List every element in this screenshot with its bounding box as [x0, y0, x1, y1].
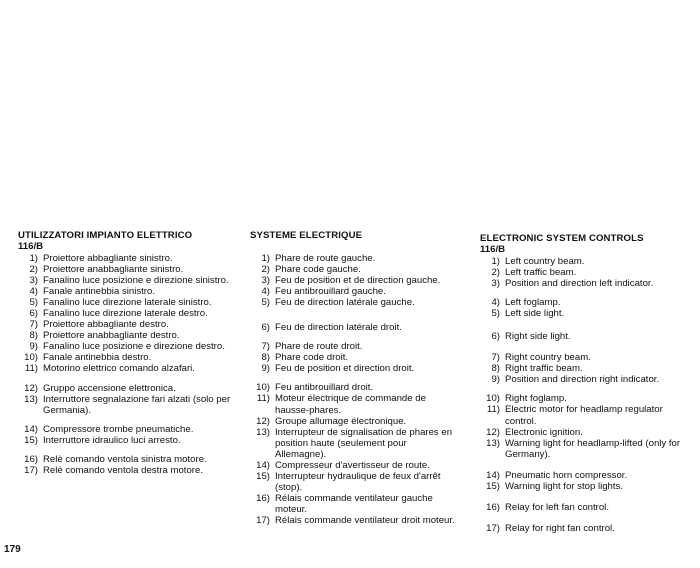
- item-text: Warning light for stop lights.: [505, 480, 624, 492]
- list-item: [18, 435, 240, 446]
- list-item: [250, 297, 460, 308]
- column-title: UTILIZZATORI IMPIANTO ELETTRICO: [18, 230, 193, 241]
- item-number: 15): [256, 470, 270, 482]
- list-item: [250, 363, 460, 374]
- list-item: [18, 383, 240, 394]
- list-item: [18, 264, 240, 275]
- item-number: 4): [261, 286, 270, 298]
- item-number: 8): [261, 352, 270, 364]
- item-text: Fanale antinebbia destro.: [43, 352, 152, 364]
- list-item: [480, 404, 690, 426]
- item-text: Compressore trombe pneumatiche.: [43, 423, 194, 435]
- item-text: Rélais commande ventilateur droit moteur.: [275, 514, 455, 526]
- column-title: ELECTRONIC SYSTEM CONTROLS: [480, 233, 644, 244]
- item-text: Relay for right fan control.: [505, 522, 615, 534]
- list-item: [18, 297, 240, 308]
- item-number: 5): [261, 297, 270, 309]
- column-subtitle: 116/B: [480, 244, 506, 255]
- item-text: Fanalino luce posizione e direzione sinistro.: [43, 275, 229, 287]
- list-item: [480, 427, 690, 438]
- list-item: [18, 394, 240, 416]
- item-number: 4): [29, 286, 38, 298]
- column-subtitle: 116/B: [18, 241, 44, 252]
- list-item: [480, 523, 690, 534]
- list-item: [250, 264, 460, 275]
- item-number: 9): [29, 341, 38, 353]
- item-number: 7): [29, 319, 38, 331]
- list-item: [250, 253, 460, 264]
- list-item: [250, 382, 460, 393]
- column-title: SYSTEME ELECTRIQUE: [250, 230, 363, 241]
- item-number: 15): [486, 480, 500, 492]
- item-text: Feu antibrouillard gauche.: [275, 286, 386, 298]
- page-number: 179: [4, 544, 21, 555]
- list-item: [18, 341, 240, 352]
- column-english: [480, 230, 690, 534]
- item-number: 12): [486, 426, 500, 438]
- list-item: [480, 278, 690, 289]
- item-number: 11): [486, 404, 500, 416]
- item-text: Fanale antinebbia sinistro.: [43, 286, 155, 298]
- list-item: [480, 470, 690, 481]
- column-french: [250, 230, 460, 526]
- item-number: 10): [24, 352, 38, 364]
- list-item: [250, 341, 460, 352]
- list-item: [250, 322, 460, 333]
- item-number: 10): [256, 382, 270, 394]
- list-item: [250, 460, 460, 471]
- item-text: Fanalino luce posizione e direzione destro.: [43, 341, 225, 353]
- item-number: 13): [486, 437, 500, 449]
- item-number: 8): [491, 363, 500, 375]
- item-number: 3): [261, 275, 270, 287]
- item-number: 16): [486, 501, 500, 513]
- list-item: [250, 352, 460, 363]
- item-text: Proiettore anabbagliante destro.: [43, 330, 180, 342]
- item-number: 6): [29, 308, 38, 320]
- item-number: 17): [256, 514, 270, 526]
- item-text: Rélais commande ventilateur gauche moteur.: [275, 492, 433, 515]
- item-text: Fanalino luce direzione laterale sinistro.: [43, 297, 212, 309]
- item-text: Feu de position et direction droit.: [275, 363, 415, 375]
- item-number: 9): [491, 374, 500, 386]
- item-text: Position and direction right indicator.: [505, 374, 660, 386]
- item-text: Left traffic beam.: [505, 267, 577, 279]
- item-number: 6): [491, 331, 500, 343]
- item-text: Phare de route gauche.: [275, 253, 376, 264]
- item-number: 3): [491, 278, 500, 290]
- list-item: [250, 275, 460, 286]
- item-text: Right country beam.: [505, 352, 591, 364]
- item-text: Interrupteur hydraulique de feux d'arrêt (stop).: [275, 470, 441, 493]
- list-item: [18, 454, 240, 465]
- item-number: 15): [24, 434, 38, 446]
- list-item: [480, 393, 690, 404]
- item-number: 1): [29, 253, 38, 264]
- item-text: Interruttore idraulico luci arresto.: [43, 434, 181, 446]
- item-text: Compresseur d'avertisseur de route.: [275, 459, 430, 471]
- item-number: 6): [261, 322, 270, 334]
- list-item: [250, 493, 460, 515]
- item-text: Pneumatic horn compressor.: [505, 469, 628, 481]
- list-item: [18, 275, 240, 286]
- item-text: Left foglamp.: [505, 297, 561, 309]
- item-text: Fanalino luce direzione laterale destro.: [43, 308, 208, 320]
- list-item: [250, 515, 460, 526]
- item-number: 3): [29, 275, 38, 287]
- item-text: Relè comando ventola sinistra motore.: [43, 453, 207, 465]
- list-item: [480, 297, 690, 308]
- item-text: Warning light for headlamp-lifted (only for Germany).: [505, 437, 681, 460]
- list-item: [250, 471, 460, 493]
- item-list: [18, 253, 240, 476]
- item-text: Motorino elettrico comando alzafari.: [43, 363, 195, 375]
- item-text: Proiettore abbagliante sinistro.: [43, 253, 173, 264]
- item-text: Moteur électrique de commande de hausse-phares.: [275, 393, 426, 416]
- item-text: Gruppo accensione elettronica.: [43, 382, 176, 394]
- item-text: Left side light.: [505, 308, 565, 320]
- list-item: [18, 363, 240, 374]
- list-item: [18, 253, 240, 264]
- item-number: 9): [261, 363, 270, 375]
- list-item: [18, 424, 240, 435]
- list-item: [480, 267, 690, 278]
- item-text: Feu de direction latérale gauche.: [275, 297, 415, 309]
- item-list: [250, 253, 460, 526]
- item-text: Right traffic beam.: [505, 363, 583, 375]
- item-number: 5): [29, 297, 38, 309]
- list-item: [480, 438, 690, 460]
- list-item: [250, 286, 460, 297]
- item-text: Groupe allumage électronique.: [275, 415, 407, 427]
- item-number: 11): [24, 363, 38, 375]
- list-item: [18, 330, 240, 341]
- item-text: Relè comando ventola destra motore.: [43, 464, 203, 476]
- list-item: [480, 363, 690, 374]
- item-number: 12): [256, 415, 270, 427]
- item-number: 2): [29, 264, 38, 276]
- item-number: 14): [486, 469, 500, 481]
- list-item: [18, 286, 240, 297]
- item-text: Feu antibrouillard droit.: [275, 382, 374, 394]
- list-item: [18, 465, 240, 476]
- list-item: [18, 308, 240, 319]
- item-text: Electronic ignition.: [505, 426, 583, 438]
- item-number: 10): [486, 393, 500, 405]
- item-number: 1): [491, 256, 500, 267]
- item-number: 16): [256, 492, 270, 504]
- item-text: Electric motor for headlamp regulator control.: [505, 404, 663, 427]
- item-text: Feu de position et de direction gauche.: [275, 275, 441, 287]
- item-text: Proiettore abbagliante destro.: [43, 319, 169, 331]
- list-item: [250, 416, 460, 427]
- item-text: Right foglamp.: [505, 393, 567, 405]
- item-text: Relay for left fan control.: [505, 501, 609, 513]
- item-text: Right side light.: [505, 331, 571, 343]
- list-item: [250, 393, 460, 415]
- list-item: [480, 481, 690, 492]
- list-item: [480, 308, 690, 319]
- item-number: 17): [24, 464, 38, 476]
- list-item: [18, 352, 240, 363]
- list-item: [480, 331, 690, 342]
- item-number: 14): [24, 423, 38, 435]
- item-number: 1): [261, 253, 270, 264]
- item-number: 8): [29, 330, 38, 342]
- item-text: Interrupteur de signalisation de phares en position haute (seulement pour Allemagne).: [275, 426, 453, 460]
- item-text: Interruttore segnalazione fari alzati (solo per Germania).: [43, 393, 231, 416]
- item-text: Left country beam.: [505, 256, 585, 267]
- item-number: 4): [491, 297, 500, 309]
- list-item: [480, 256, 690, 267]
- list-item: [480, 352, 690, 363]
- item-number: 7): [261, 341, 270, 353]
- item-number: 14): [256, 459, 270, 471]
- item-number: 2): [491, 267, 500, 279]
- list-item: [480, 374, 690, 385]
- list-item: [18, 319, 240, 330]
- item-text: Position and direction left indicator.: [505, 278, 654, 290]
- item-number: 13): [256, 426, 270, 438]
- item-text: Feu de direction latérale droit.: [275, 322, 402, 334]
- item-number: 16): [24, 453, 38, 465]
- item-number: 11): [256, 393, 270, 405]
- item-number: 17): [486, 522, 500, 534]
- item-number: 2): [261, 264, 270, 276]
- item-number: 7): [491, 352, 500, 364]
- item-text: Phare code droit.: [275, 352, 349, 364]
- column-italian: [18, 230, 240, 476]
- item-list: [480, 256, 690, 534]
- item-number: 12): [24, 382, 38, 394]
- item-text: Phare de route droit.: [275, 341, 363, 353]
- list-item: [480, 502, 690, 513]
- item-text: Proiettore anabbagliante sinistro.: [43, 264, 184, 276]
- item-text: Phare code gauche.: [275, 264, 361, 276]
- item-number: 5): [491, 308, 500, 320]
- item-number: 13): [24, 393, 38, 405]
- list-item: [250, 427, 460, 460]
